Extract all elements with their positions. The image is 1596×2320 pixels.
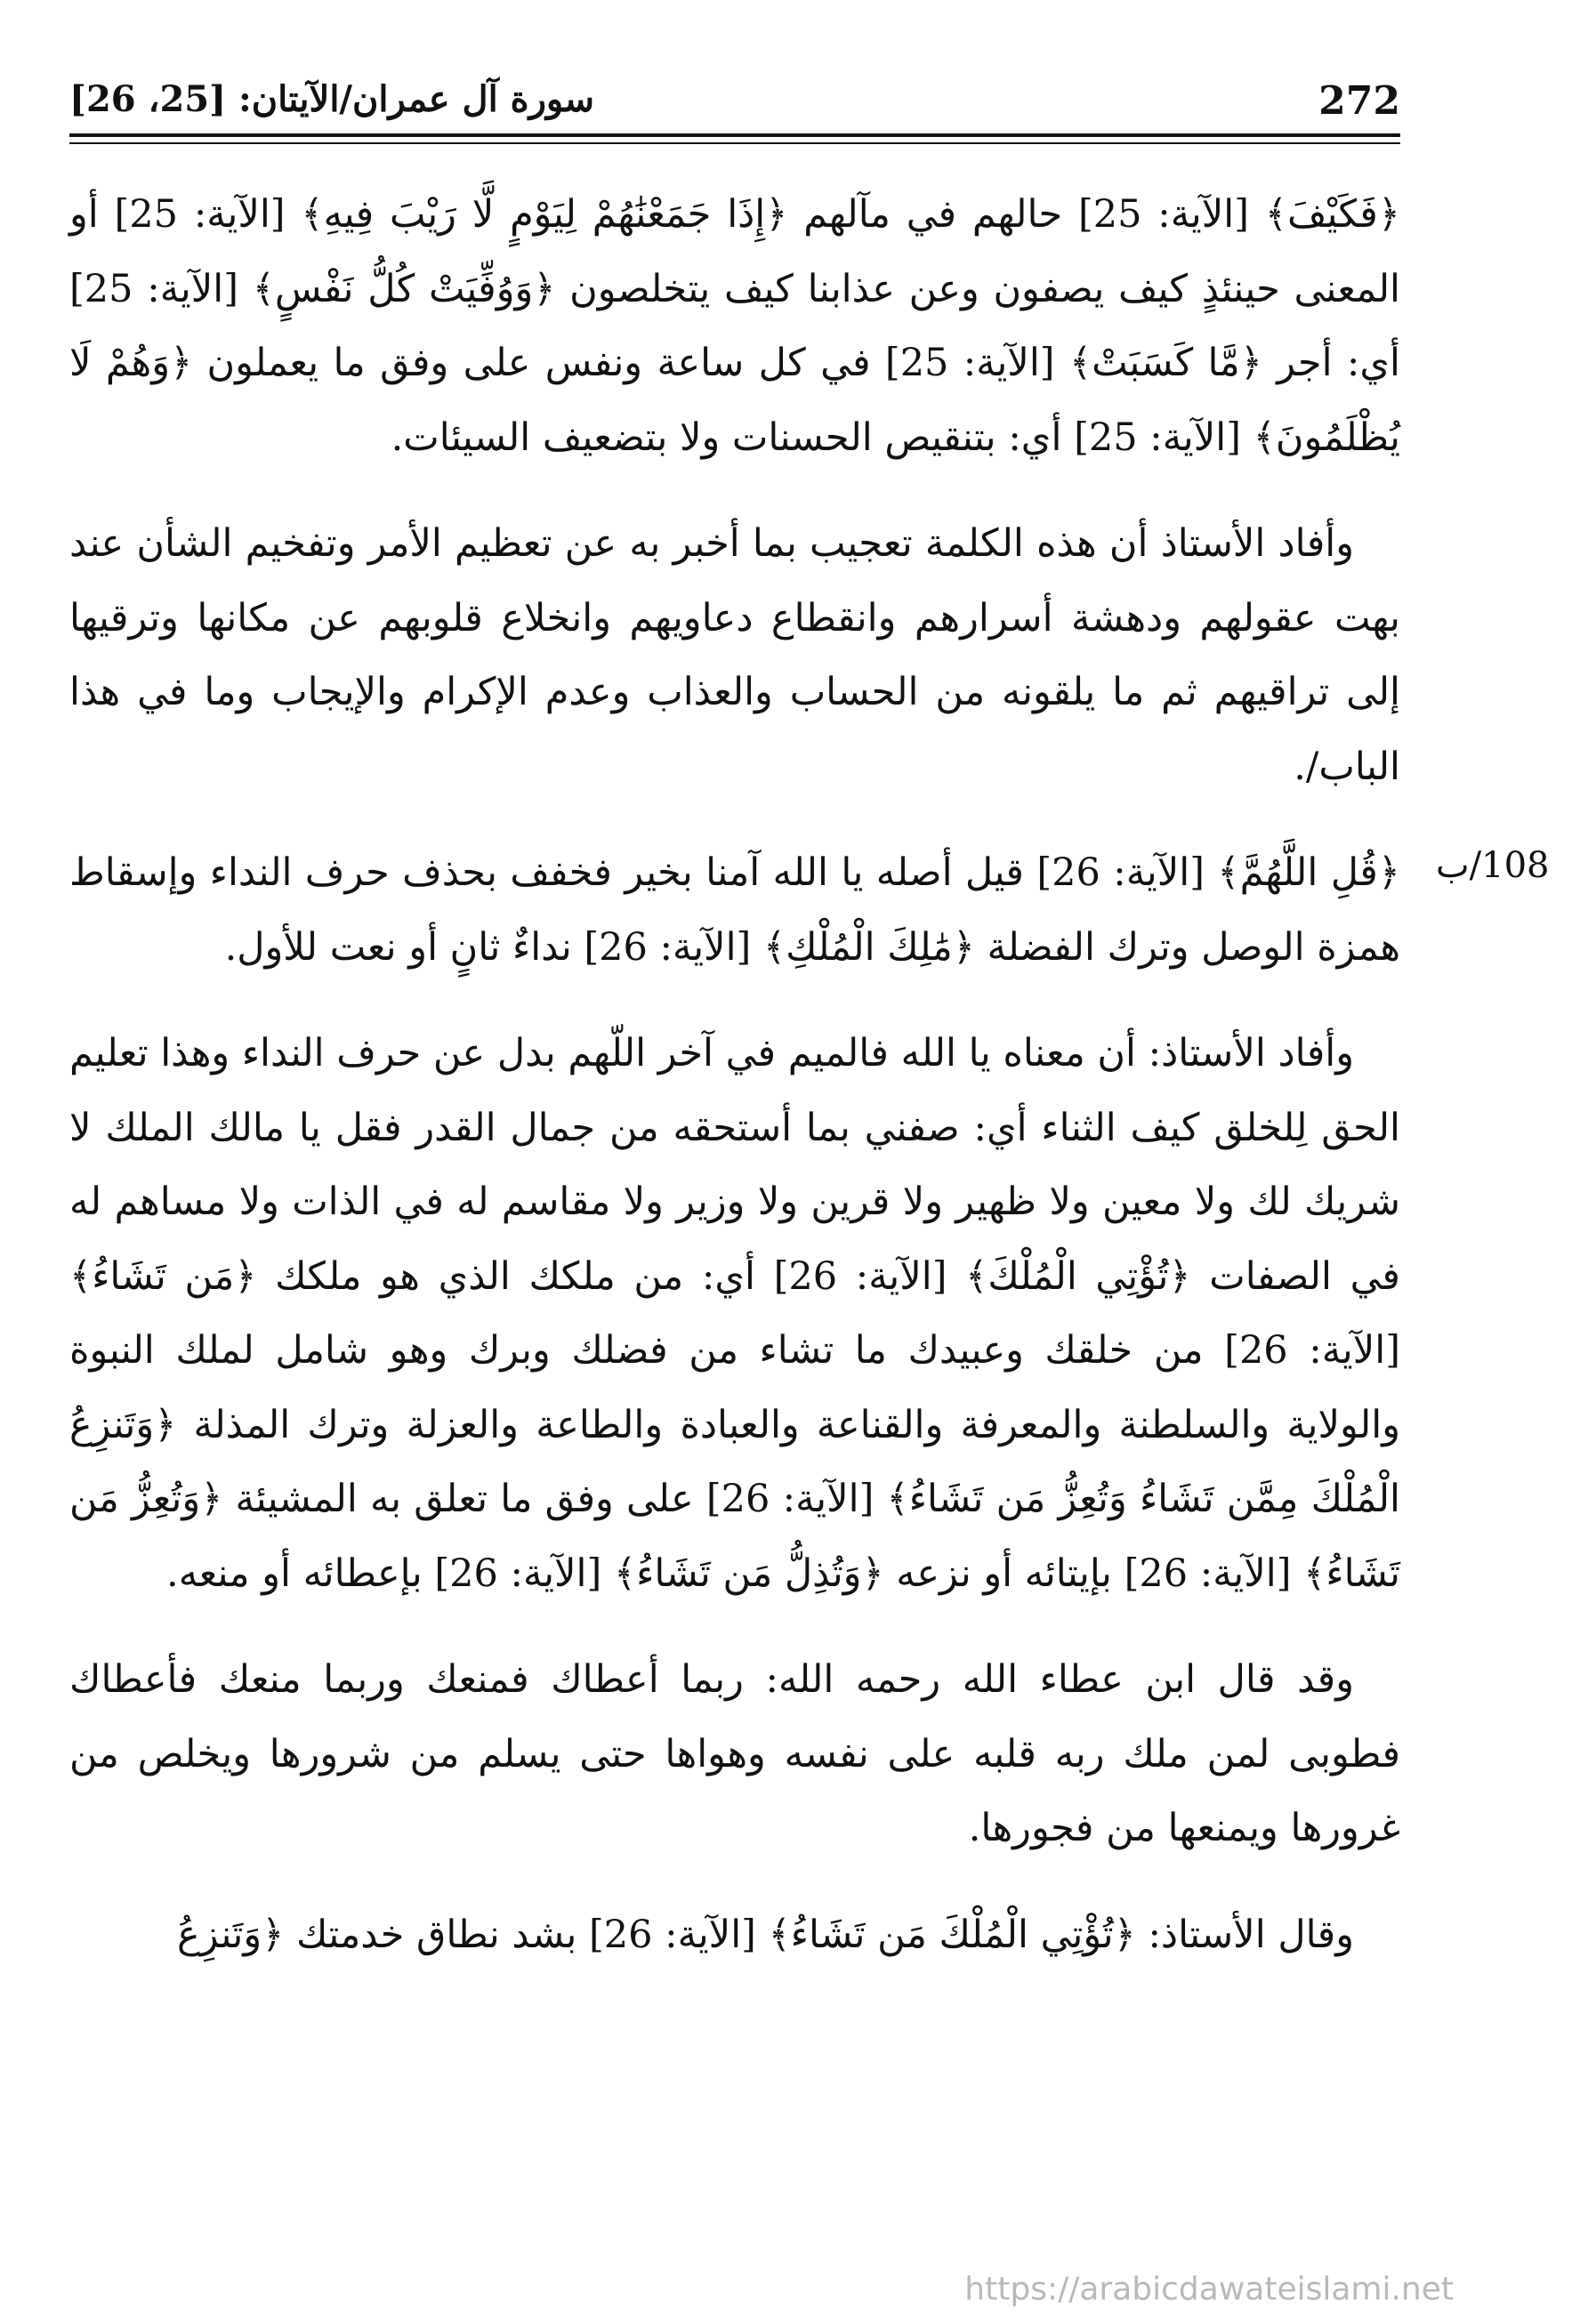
running-title: سورة آل عمران/الآيتان: [25، 26] — [69, 78, 595, 120]
watermark-url: https://arabicdawateislami.net — [964, 2271, 1454, 2308]
paragraph: ﴿قُلِ اللَّهُمَّ﴾ [الآية: 26] قيل أصله يا الله آمنا بخير فخفف بحذف حرف النداء وإسقاط همزة الوصل وترك الفضلة ﴿مَٰلِكَ الْمُلْكِ﴾ [الآية: 26] نداءٌ ثانٍ أو نعت للأول. — [69, 850, 1401, 970]
paragraph: وأفاد الأستاذ أن هذه الكلمة تعجيب بما أخبر به عن تعظيم الأمر وتفخيم الشأن عند بهت عقولهم ودهشة أسرارهم وانقطاع دعاويهم وانخلاع قلوبهم عن مكانها وترقيها إلى تراقيهم ثم ما يلقونه من الحساب والعذاب وعدم الإكرام والإيجاب وما في هذا الباب/. — [69, 521, 1400, 789]
page-number: 272 — [1318, 78, 1400, 124]
page-header — [69, 69, 1400, 132]
header-rule-thin — [69, 142, 1400, 144]
paragraph: ﴿فَكَيْفَ﴾ [الآية: 25] حالهم في مآلهم ﴿إِذَا جَمَعْنَٰهُمْ لِيَوْمٍ لَّا رَيْبَ فِيهِ﴾ [الآية: 25] أو المعنى حينئذٍ كيف يصفون وعن عذابنا كيف يتخلصون ﴿وَوُفِّيَتْ كُلُّ نَفْسٍ﴾ [الآية: 25] أي: أجر ﴿مَّا كَسَبَتْ﴾ [الآية: 25] في كل ساعة ونفس على وفق ما يعملون ﴿وَهُمْ لَا يُظْلَمُونَ﴾ [الآية: 25] أي: بتنقيص الحسنات ولا بتضعيف السيئات. — [69, 192, 1401, 460]
paragraph: وقد قال ابن عطاء الله رحمه الله: ربما أعطاك فمنعك وربما منعك فأعطاك فطوبى لمن ملك ربه قلبه على نفسه وهواها حتى يسلم من شرورها ويخلص من غرورها ويمنعها من فجورها. — [69, 1657, 1400, 1850]
main-text — [69, 178, 1400, 2004]
paragraph: وقال الأستاذ: ﴿تُؤْتِي الْمُلْكَ مَن تَشَاءُ﴾ [الآية: 26] بشد نطاق خدمتك ﴿وَتَنزِعُ — [177, 1912, 1354, 1957]
header-rule — [69, 133, 1400, 137]
folio-marginal-note: 108/ب — [1436, 845, 1550, 886]
paragraph: وأفاد الأستاذ: أن معناه يا الله فالميم في آخر اللّهم بدل عن حرف النداء وهذا تعليم الحق لِلخلق كيف الثناء أي: صفني بما أستحقه من جمال القدر فقل يا مالك الملك لا شريك لك ولا معين ولا ظهير ولا قرين ولا وزير ولا مقاسم له في الذات ولا مساهم له في الصفات ﴿تُؤْتِي الْمُلْكَ﴾ [الآية: 26] أي: من ملكك الذي هو ملكك ﴿مَن تَشَاءُ﴾ [الآية: 26] من خلقك وعبيدك ما تشاء من فضلك وبرك وهو شامل لملك النبوة والولاية والسلطنة والمعرفة والقناعة والعبادة والطاعة والعزلة وترك المذلة ﴿وَتَنزِعُ الْمُلْكَ مِمَّن تَشَاءُ وَتُعِزُّ مَن تَشَاءُ﴾ [الآية: 26] على وفق ما تعلق به المشيئة ﴿وَتُعِزُّ مَن تَشَاءُ﴾ [الآية: 26] بإيتائه أو نزعه ﴿وَتُذِلُّ مَن تَشَاءُ﴾ [الآية: 26] بإعطائه أو منعه. — [69, 1031, 1400, 1596]
